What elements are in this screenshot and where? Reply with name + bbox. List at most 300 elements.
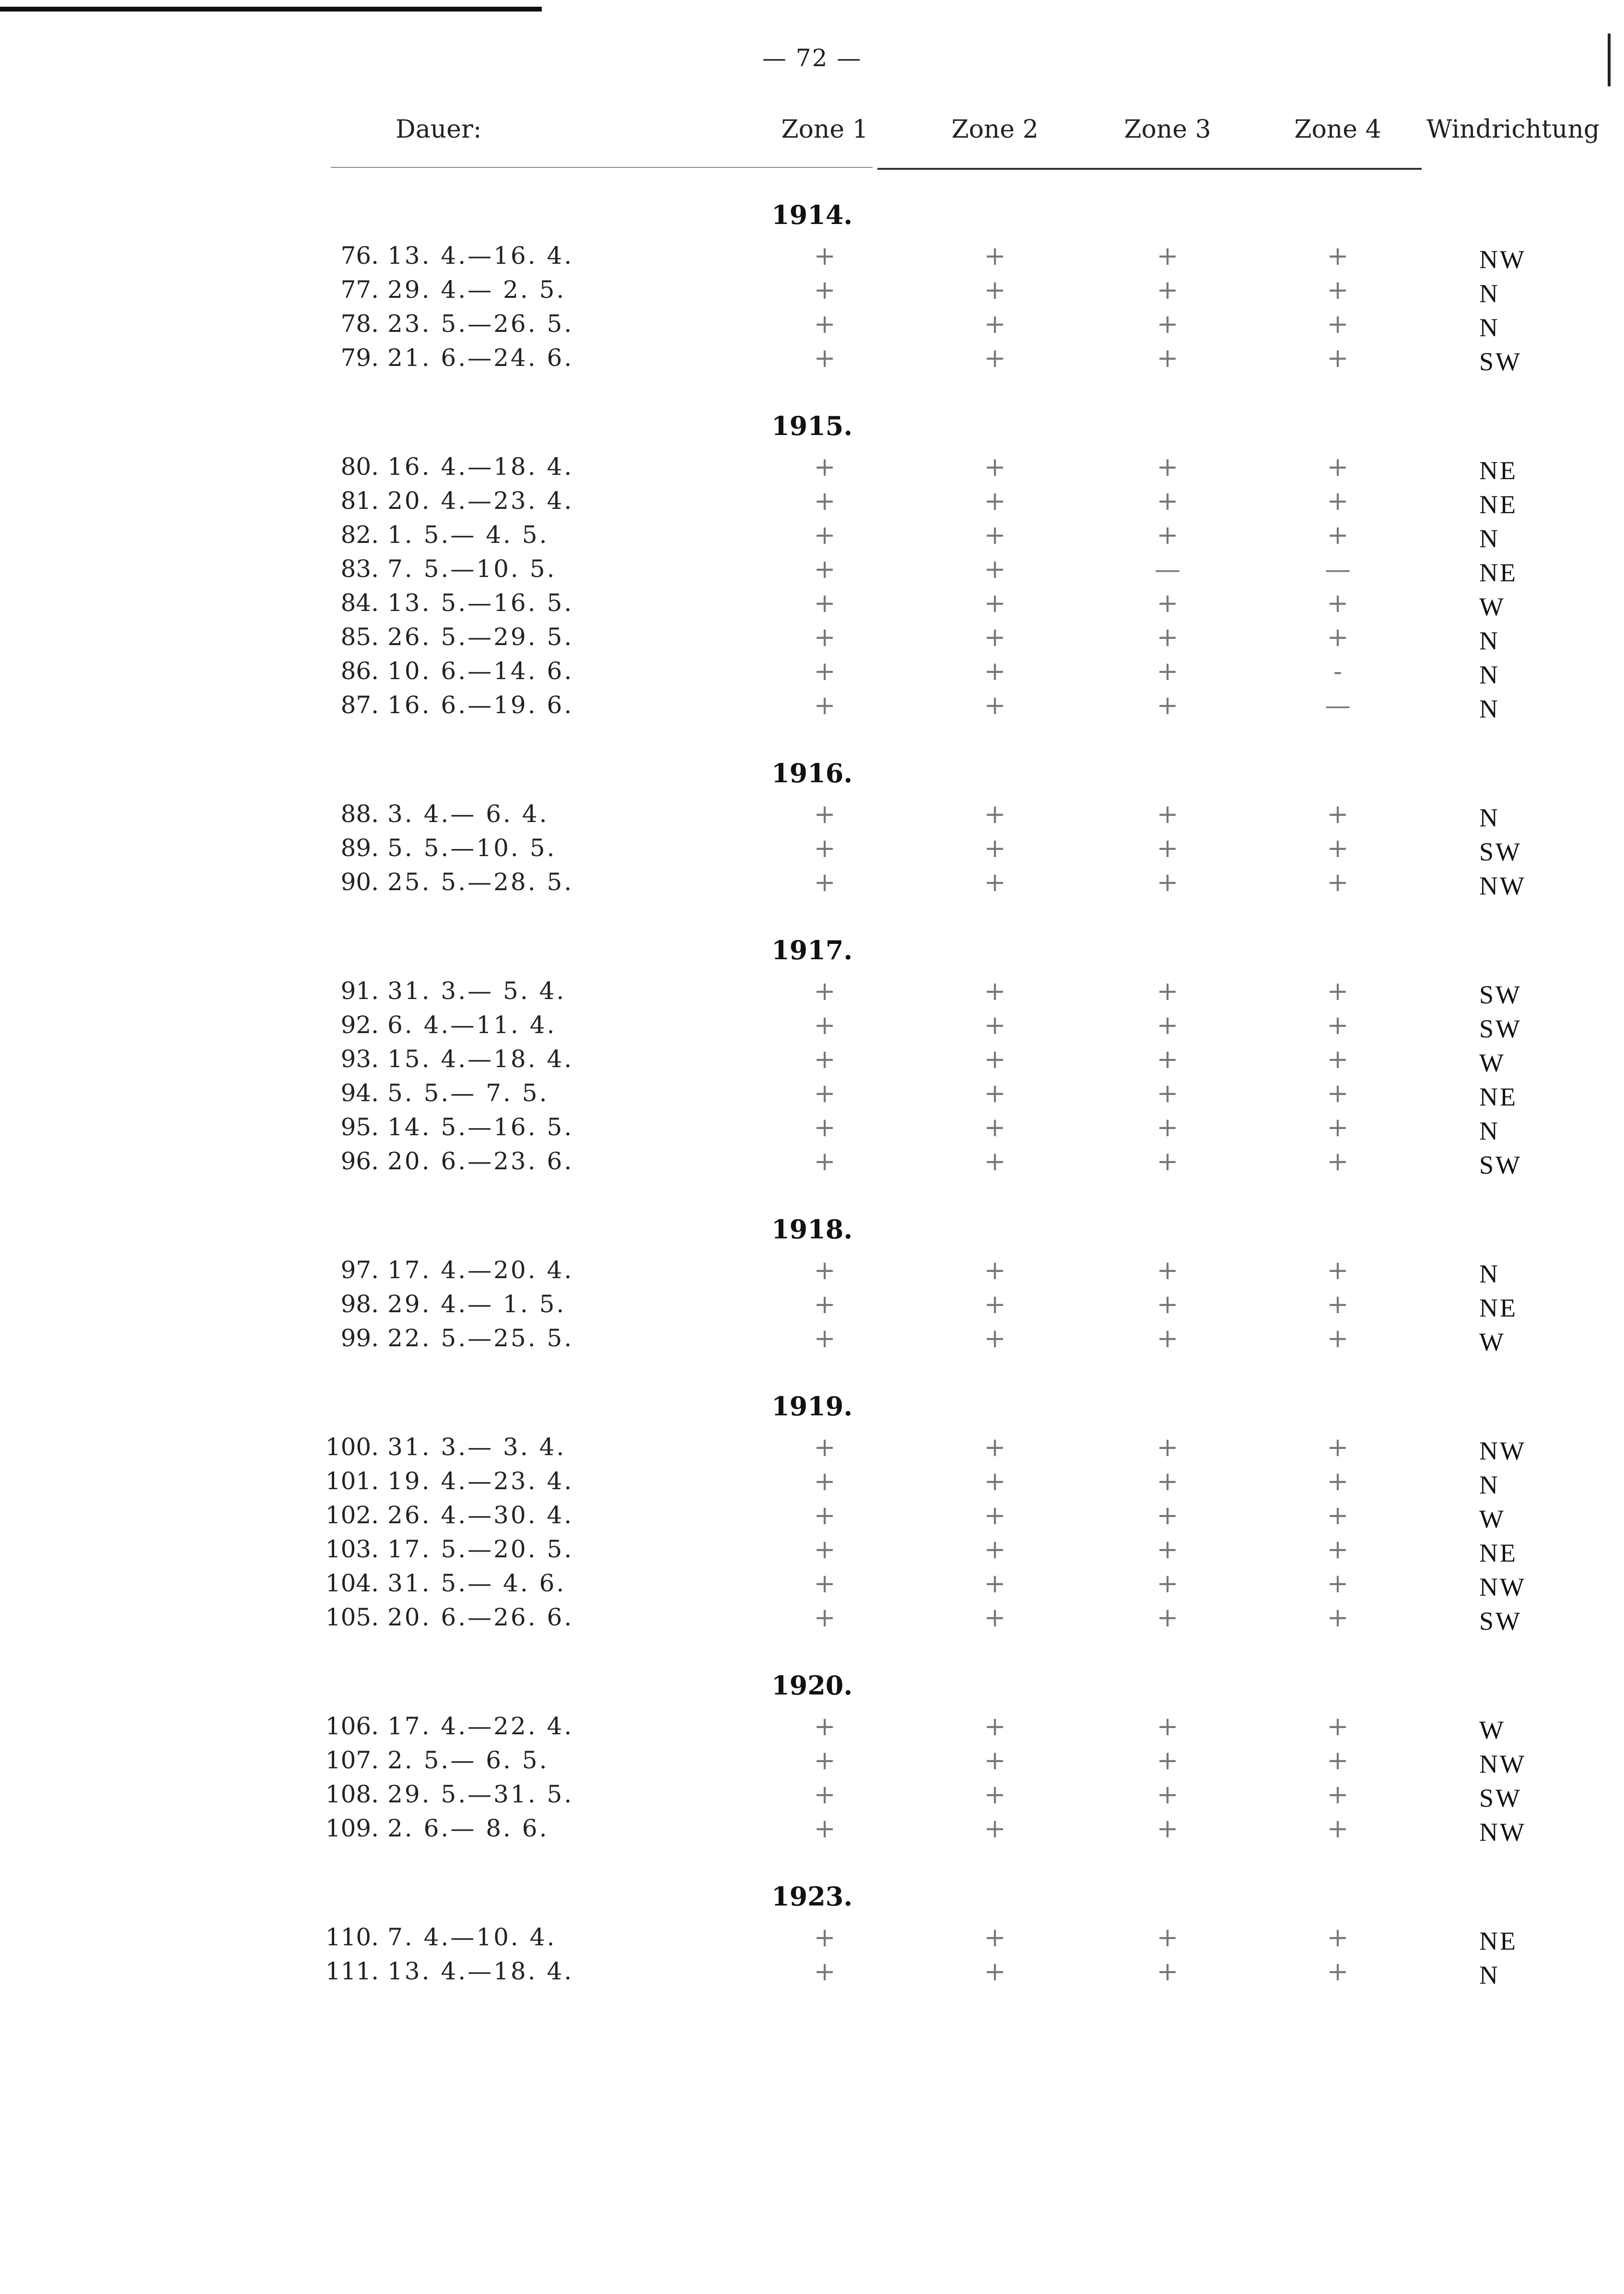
zone-1-mark: + (814, 241, 836, 271)
zone-2-mark: + (984, 1745, 1006, 1776)
table-row (0, 1429, 1624, 1463)
zone-1-mark: + (814, 554, 836, 584)
zone-4-mark: — (1325, 554, 1351, 584)
wind-direction: SW (1479, 980, 1522, 1009)
zone-2-mark: + (984, 656, 1006, 686)
wind-direction: W (1479, 592, 1506, 621)
row-duration: 31. 5.— 4. 6. (387, 1569, 566, 1597)
wind-direction: SW (1479, 1607, 1522, 1635)
zone-4-mark: + (1327, 275, 1349, 305)
row-number: 100. (325, 1433, 379, 1461)
table-row (0, 1565, 1624, 1600)
zone-2-mark: + (984, 343, 1006, 373)
zone-2-mark: + (984, 1956, 1006, 1987)
zone-2-mark: + (984, 1534, 1006, 1565)
row-number: 83. (340, 555, 379, 583)
wind-direction: NE (1479, 1539, 1518, 1567)
zone-2-mark: + (984, 1779, 1006, 1810)
zone-1-mark: + (814, 1779, 836, 1810)
zone-3-mark: + (1157, 1568, 1179, 1599)
zone-4-mark: + (1327, 241, 1349, 271)
zone-1-mark: + (814, 976, 836, 1006)
zone-1-mark: + (814, 343, 836, 373)
wind-direction: N (1479, 626, 1500, 655)
row-number: 93. (340, 1045, 379, 1073)
row-number: 109. (325, 1814, 379, 1842)
zone-2-mark: + (984, 1922, 1006, 1953)
zone-1-mark: + (814, 833, 836, 863)
row-duration: 14. 5.—16. 5. (387, 1113, 574, 1141)
section-spacer (0, 1177, 1624, 1206)
row-duration: 15. 4.—18. 4. (387, 1045, 574, 1073)
row-duration: 5. 5.—10. 5. (387, 834, 557, 862)
zone-4-mark: + (1327, 1568, 1349, 1599)
zone-4-mark: + (1327, 343, 1349, 373)
zone-2-mark: + (984, 1289, 1006, 1319)
table-row (0, 517, 1624, 551)
wind-direction: NE (1479, 490, 1518, 519)
row-duration: 26. 5.—29. 5. (387, 623, 574, 651)
wind-direction: N (1479, 1117, 1500, 1145)
wind-direction: NW (1479, 1436, 1526, 1465)
zone-2-mark: + (984, 1323, 1006, 1353)
table-row (0, 687, 1624, 721)
row-number: 94. (340, 1079, 379, 1107)
zone-3-mark: + (1157, 690, 1179, 720)
zone-4-mark: + (1327, 520, 1349, 550)
zone-1-mark: + (814, 309, 836, 339)
table-row (0, 449, 1624, 483)
zone-4-mark: + (1327, 1745, 1349, 1776)
zone-2-mark: + (984, 486, 1006, 516)
zone-3-mark: + (1157, 656, 1179, 686)
zone-3-mark: + (1157, 1813, 1179, 1844)
row-number: 106. (325, 1712, 379, 1740)
zone-4-mark: + (1327, 1534, 1349, 1565)
zone-2-mark: + (984, 1010, 1006, 1040)
zone-3-mark: + (1157, 1602, 1179, 1633)
table-row (0, 1007, 1624, 1041)
zone-3-mark: + (1157, 486, 1179, 516)
zone-1-mark: + (814, 588, 836, 618)
wind-direction: N (1479, 1471, 1500, 1499)
zone-3-mark: + (1157, 1432, 1179, 1462)
row-number: 96. (340, 1147, 379, 1175)
wind-direction: SW (1479, 1014, 1522, 1043)
zone-1-mark: + (814, 1146, 836, 1176)
row-number: 85. (340, 623, 379, 651)
wind-direction: W (1479, 1328, 1506, 1356)
section-spacer (0, 1354, 1624, 1383)
zone-3-mark: — (1155, 554, 1180, 584)
row-duration: 20. 4.—23. 4. (387, 487, 574, 515)
zone-1-mark: + (814, 1010, 836, 1040)
table-row (0, 1286, 1624, 1320)
header-windrichtung: Windrichtung (1426, 115, 1600, 144)
year-section (0, 1873, 1624, 2016)
zone-4-mark: + (1327, 1044, 1349, 1074)
zone-1-mark: + (814, 520, 836, 550)
row-duration: 10. 6.—14. 6. (387, 657, 574, 685)
row-number: 97. (340, 1256, 379, 1284)
wind-direction: SW (1479, 1784, 1522, 1812)
section-spacer (0, 374, 1624, 403)
zone-4-mark: + (1327, 1255, 1349, 1285)
zone-3-mark: + (1157, 1466, 1179, 1496)
year-section (0, 750, 1624, 927)
wind-direction: N (1479, 524, 1500, 553)
zone-3-mark: + (1157, 1745, 1179, 1776)
zone-4-mark: + (1327, 622, 1349, 652)
zone-3-mark: + (1157, 452, 1179, 482)
zone-3-mark: + (1157, 343, 1179, 373)
header-rule-right (877, 168, 1422, 170)
row-number: 92. (340, 1011, 379, 1039)
row-number: 86. (340, 657, 379, 685)
zone-1-mark: + (814, 1534, 836, 1565)
zone-4-mark: + (1327, 1289, 1349, 1319)
row-number: 99. (340, 1324, 379, 1352)
year-section (0, 192, 1624, 403)
zone-1-mark: + (814, 1289, 836, 1319)
year-heading: 1918. (771, 1214, 853, 1245)
header-zone-2: Zone 2 (951, 115, 1039, 144)
zone-2-mark: + (984, 1432, 1006, 1462)
year-section (0, 1383, 1624, 1662)
zone-3-mark: + (1157, 1078, 1179, 1108)
table-row (0, 1776, 1624, 1811)
wind-direction: W (1479, 1048, 1506, 1077)
header-dauer: Dauer: (396, 115, 482, 144)
table-row (0, 653, 1624, 687)
zone-3-mark: + (1157, 833, 1179, 863)
zone-1-mark: + (814, 1255, 836, 1285)
wind-direction: N (1479, 1259, 1500, 1288)
zone-2-mark: + (984, 452, 1006, 482)
year-section (0, 403, 1624, 750)
header-rule-left (331, 167, 873, 168)
zone-2-mark: + (984, 1466, 1006, 1496)
zone-4-mark: + (1327, 452, 1349, 482)
zone-4-mark: + (1327, 1146, 1349, 1176)
table-row (0, 1919, 1624, 1953)
zone-1-mark: + (814, 1466, 836, 1496)
zone-4-mark: + (1327, 1813, 1349, 1844)
zone-4-mark: + (1327, 309, 1349, 339)
zone-3-mark: + (1157, 1711, 1179, 1741)
zone-2-mark: + (984, 520, 1006, 550)
row-duration: 13. 5.—16. 5. (387, 589, 574, 617)
row-duration: 7. 4.—10. 4. (387, 1923, 557, 1951)
row-number: 77. (340, 276, 379, 304)
row-number: 79. (340, 344, 379, 372)
zone-2-mark: + (984, 241, 1006, 271)
zone-2-mark: + (984, 976, 1006, 1006)
row-duration: 21. 6.—24. 6. (387, 344, 574, 372)
table-row (0, 1531, 1624, 1565)
wind-direction: NW (1479, 1750, 1526, 1778)
row-duration: 16. 6.—19. 6. (387, 691, 574, 719)
zone-1-mark: + (814, 1745, 836, 1776)
row-number: 98. (340, 1290, 379, 1318)
row-duration: 20. 6.—23. 6. (387, 1147, 574, 1175)
wind-direction: NE (1479, 558, 1518, 587)
zone-3-mark: + (1157, 309, 1179, 339)
zone-1-mark: + (814, 452, 836, 482)
wind-direction: NW (1479, 245, 1526, 274)
table-row (0, 1953, 1624, 1988)
zone-2-mark: + (984, 309, 1006, 339)
table-row (0, 585, 1624, 619)
zone-4-mark: - (1333, 656, 1343, 686)
year-section (0, 1662, 1624, 1873)
zone-4-mark: — (1325, 690, 1351, 720)
section-spacer (0, 1845, 1624, 1873)
year-heading: 1916. (771, 758, 853, 788)
row-duration: 29. 4.— 1. 5. (387, 1290, 566, 1318)
header-zone-3: Zone 3 (1124, 115, 1211, 144)
zone-1-mark: + (814, 1956, 836, 1987)
row-number: 95. (340, 1113, 379, 1141)
zone-1-mark: + (814, 1044, 836, 1074)
section-spacer (0, 721, 1624, 750)
row-duration: 2. 5.— 6. 5. (387, 1746, 549, 1774)
zone-1-mark: + (814, 1711, 836, 1741)
zone-2-mark: + (984, 588, 1006, 618)
section-spacer (0, 898, 1624, 927)
zone-4-mark: + (1327, 1711, 1349, 1741)
row-number: 82. (340, 521, 379, 549)
zone-1-mark: + (814, 1112, 836, 1142)
zone-3-mark: + (1157, 867, 1179, 897)
table-row (0, 864, 1624, 898)
wind-direction: N (1479, 279, 1500, 308)
zone-1-mark: + (814, 799, 836, 829)
row-number: 108. (325, 1780, 379, 1808)
table-row (0, 1041, 1624, 1075)
header-zone-1: Zone 1 (781, 115, 868, 144)
zone-3-mark: + (1157, 1112, 1179, 1142)
zone-1-mark: + (814, 867, 836, 897)
zone-4-mark: + (1327, 1602, 1349, 1633)
table-row (0, 1811, 1624, 1845)
row-number: 76. (340, 242, 379, 270)
table-row (0, 796, 1624, 830)
row-number: 89. (340, 834, 379, 862)
year-heading: 1914. (771, 200, 853, 230)
top-rule (0, 7, 542, 12)
header-zone-4: Zone 4 (1294, 115, 1381, 144)
row-number: 110. (325, 1923, 379, 1951)
zone-4-mark: + (1327, 867, 1349, 897)
row-duration: 19. 4.—23. 4. (387, 1467, 574, 1495)
zone-1-mark: + (814, 275, 836, 305)
row-duration: 1. 5.— 4. 5. (387, 521, 549, 549)
table-row (0, 551, 1624, 585)
row-number: 78. (340, 310, 379, 338)
zone-3-mark: + (1157, 1779, 1179, 1810)
zone-3-mark: + (1157, 1010, 1179, 1040)
zone-2-mark: + (984, 622, 1006, 652)
wind-direction: NW (1479, 871, 1526, 900)
page-number: — 72 — (762, 44, 862, 72)
year-heading: 1919. (771, 1391, 853, 1422)
row-number: 102. (325, 1501, 379, 1529)
zone-3-mark: + (1157, 1534, 1179, 1565)
zone-4-mark: + (1327, 1922, 1349, 1953)
zone-4-mark: + (1327, 1323, 1349, 1353)
row-duration: 13. 4.—18. 4. (387, 1957, 574, 1985)
row-duration: 20. 6.—26. 6. (387, 1603, 574, 1631)
row-number: 84. (340, 589, 379, 617)
zone-4-mark: + (1327, 1466, 1349, 1496)
row-number: 90. (340, 868, 379, 896)
year-heading: 1923. (771, 1881, 853, 1912)
table-row (0, 973, 1624, 1007)
row-duration: 29. 5.—31. 5. (387, 1780, 574, 1808)
row-duration: 23. 5.—26. 5. (387, 310, 574, 338)
row-number: 105. (325, 1603, 379, 1631)
wind-direction: SW (1479, 1151, 1522, 1179)
zone-1-mark: + (814, 1078, 836, 1108)
table-row (0, 619, 1624, 653)
table-header (0, 115, 1624, 149)
wind-direction: SW (1479, 347, 1522, 376)
wind-direction: N (1479, 313, 1500, 342)
zone-4-mark: + (1327, 1078, 1349, 1108)
row-duration: 6. 4.—11. 4. (387, 1011, 557, 1039)
zone-1-mark: + (814, 1602, 836, 1633)
row-number: 88. (340, 800, 379, 828)
zone-1-mark: + (814, 656, 836, 686)
zone-4-mark: + (1327, 1956, 1349, 1987)
table-row (0, 1143, 1624, 1177)
row-number: 80. (340, 453, 379, 481)
row-duration: 13. 4.—16. 4. (387, 242, 574, 270)
zone-4-mark: + (1327, 1010, 1349, 1040)
table-row (0, 1708, 1624, 1742)
wind-direction: SW (1479, 837, 1522, 866)
table-row (0, 272, 1624, 306)
wind-direction: W (1479, 1505, 1506, 1533)
row-duration: 17. 4.—22. 4. (387, 1712, 574, 1740)
zone-4-mark: + (1327, 1432, 1349, 1462)
row-duration: 29. 4.— 2. 5. (387, 276, 566, 304)
year-section (0, 927, 1624, 1206)
zone-4-mark: + (1327, 976, 1349, 1006)
table-row (0, 483, 1624, 517)
section-spacer (0, 1988, 1624, 2016)
table-row (0, 1463, 1624, 1497)
row-number: 104. (325, 1569, 379, 1597)
zone-2-mark: + (984, 690, 1006, 720)
zone-3-mark: + (1157, 1255, 1179, 1285)
zone-4-mark: + (1327, 833, 1349, 863)
row-number: 91. (340, 977, 379, 1005)
zone-3-mark: + (1157, 1044, 1179, 1074)
zone-3-mark: + (1157, 588, 1179, 618)
table-row (0, 1742, 1624, 1776)
row-number: 103. (325, 1535, 379, 1563)
wind-direction: N (1479, 694, 1500, 723)
table-row (0, 1252, 1624, 1286)
row-duration: 16. 4.—18. 4. (387, 453, 574, 481)
row-number: 107. (325, 1746, 379, 1774)
zone-2-mark: + (984, 833, 1006, 863)
row-duration: 26. 4.—30. 4. (387, 1501, 574, 1529)
wind-direction: N (1479, 1961, 1500, 1989)
zone-2-mark: + (984, 1500, 1006, 1530)
zone-3-mark: + (1157, 976, 1179, 1006)
zone-1-mark: + (814, 622, 836, 652)
wind-direction: NW (1479, 1818, 1526, 1847)
zone-2-mark: + (984, 799, 1006, 829)
zone-3-mark: + (1157, 1922, 1179, 1953)
row-number: 101. (325, 1467, 379, 1495)
zone-2-mark: + (984, 1078, 1006, 1108)
zone-1-mark: + (814, 1432, 836, 1462)
year-section (0, 1206, 1624, 1383)
zone-4-mark: + (1327, 486, 1349, 516)
zone-1-mark: + (814, 690, 836, 720)
wind-direction: NE (1479, 1294, 1518, 1322)
zone-3-mark: + (1157, 622, 1179, 652)
zone-2-mark: + (984, 867, 1006, 897)
row-number: 81. (340, 487, 379, 515)
row-duration: 31. 3.— 5. 4. (387, 977, 566, 1005)
zone-1-mark: + (814, 1922, 836, 1953)
wind-direction: NE (1479, 1082, 1518, 1111)
zone-2-mark: + (984, 1112, 1006, 1142)
zone-2-mark: + (984, 554, 1006, 584)
table-row (0, 1320, 1624, 1354)
zone-4-mark: + (1327, 799, 1349, 829)
zone-3-mark: + (1157, 1323, 1179, 1353)
zone-1-mark: + (814, 1568, 836, 1599)
zone-3-mark: + (1157, 1289, 1179, 1319)
row-duration: 7. 5.—10. 5. (387, 555, 557, 583)
zone-2-mark: + (984, 1602, 1006, 1633)
table-row (0, 1600, 1624, 1634)
zone-3-mark: + (1157, 1956, 1179, 1987)
zone-2-mark: + (984, 275, 1006, 305)
table-row (0, 830, 1624, 864)
row-duration: 22. 5.—25. 5. (387, 1324, 574, 1352)
section-spacer (0, 1634, 1624, 1662)
year-heading: 1920. (771, 1670, 853, 1701)
zone-4-mark: + (1327, 1112, 1349, 1142)
row-number: 111. (325, 1957, 379, 1985)
wind-direction: NE (1479, 456, 1518, 485)
row-duration: 5. 5.— 7. 5. (387, 1079, 549, 1107)
row-duration: 3. 4.— 6. 4. (387, 800, 549, 828)
zone-1-mark: + (814, 1813, 836, 1844)
zone-2-mark: + (984, 1044, 1006, 1074)
row-duration: 31. 3.— 3. 4. (387, 1433, 566, 1461)
table-row (0, 1109, 1624, 1143)
zone-4-mark: + (1327, 1500, 1349, 1530)
zone-2-mark: + (984, 1255, 1006, 1285)
zone-3-mark: + (1157, 1500, 1179, 1530)
year-heading: 1915. (771, 411, 853, 441)
table-row (0, 1075, 1624, 1109)
zone-1-mark: + (814, 1323, 836, 1353)
row-duration: 25. 5.—28. 5. (387, 868, 574, 896)
table-row (0, 1497, 1624, 1531)
row-duration: 17. 4.—20. 4. (387, 1256, 574, 1284)
wind-direction: NW (1479, 1573, 1526, 1601)
wind-direction: N (1479, 803, 1500, 832)
